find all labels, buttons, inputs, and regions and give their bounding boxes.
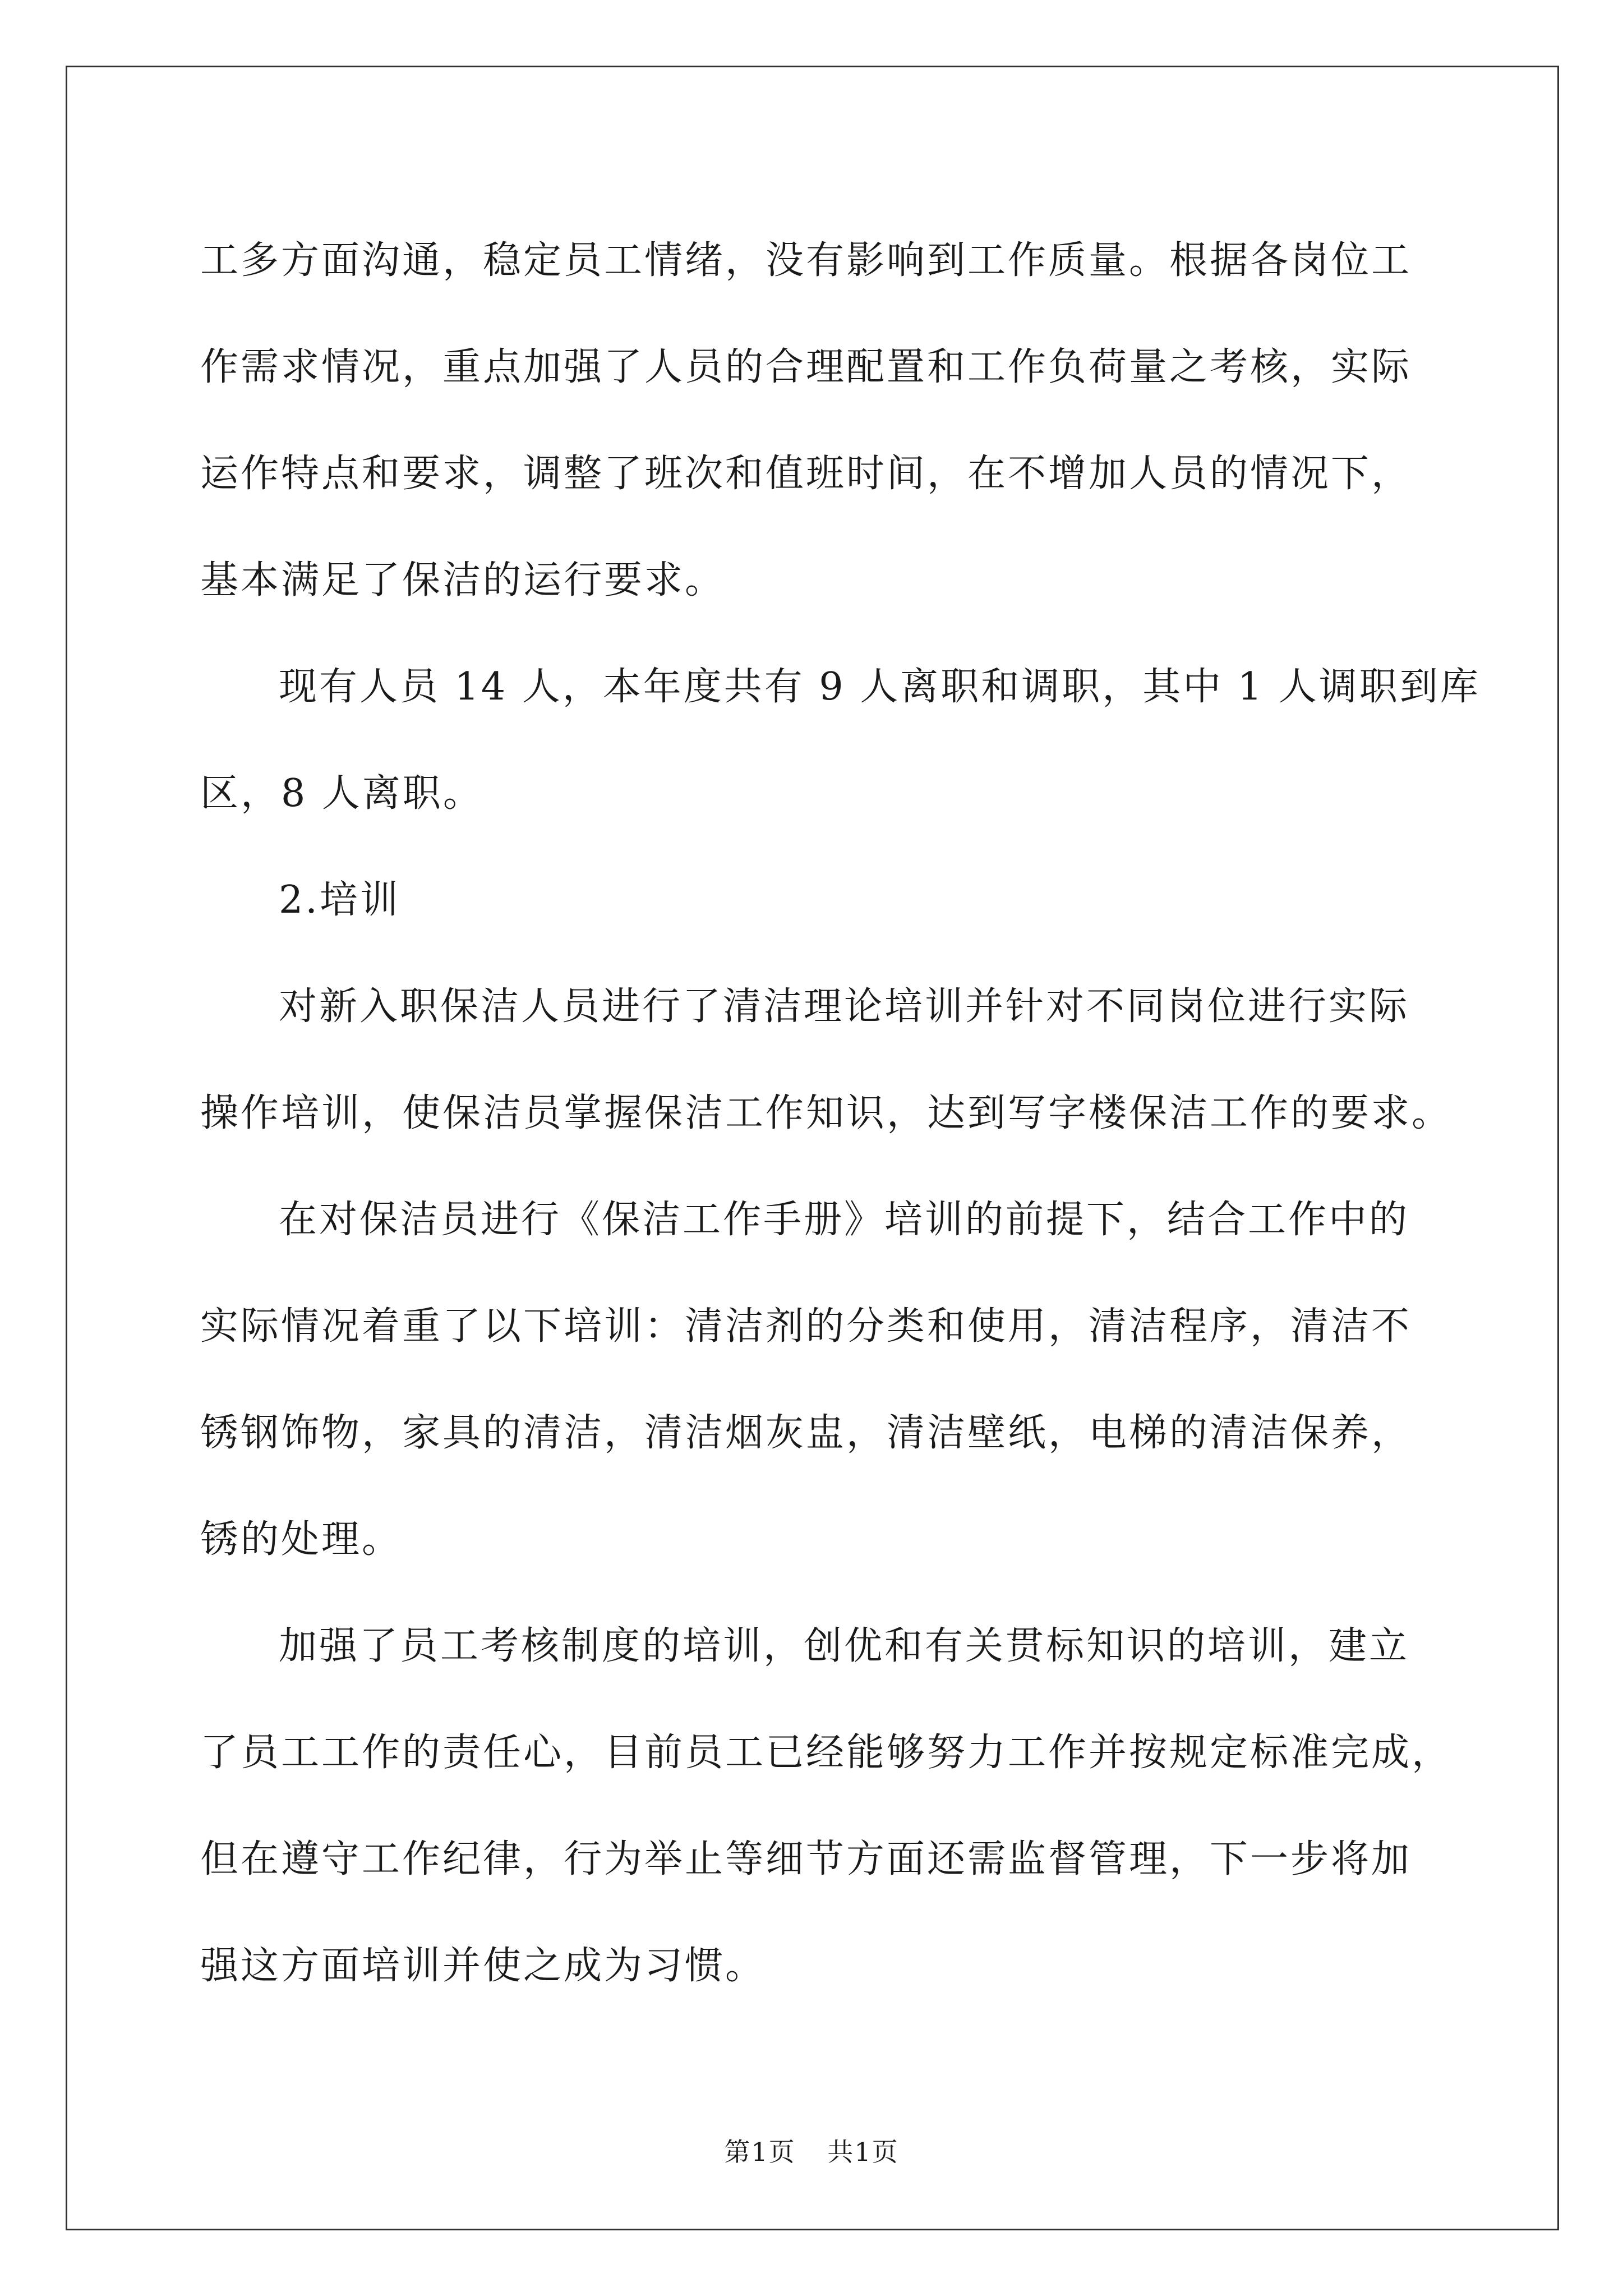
section-heading-training: 2.培训 xyxy=(279,878,400,922)
document-body xyxy=(200,208,1481,2019)
page-number-total: 共1页 xyxy=(827,2137,899,2167)
text-line-8: 对新入职保洁人员进行了清洁理论培训并针对不同岗位进行实际 xyxy=(279,984,1410,1029)
text-line-1: 工多方面沟通，稳定员工情绪，没有影响到工作质量。根据各岗位工 xyxy=(200,238,1412,283)
text-line-14: 加强了员工考核制度的培训，创优和有关贯标知识的培训，建立 xyxy=(279,1624,1410,1668)
text-line-2: 作需求情况，重点加强了人员的合理配置和工作负荷量之考核，实际 xyxy=(200,345,1412,389)
text-line-16: 但在遵守工作纪律，行为举止等细节方面还需监督管理，下一步将加 xyxy=(200,1837,1412,1881)
text-line-15: 了员工工作的责任心，目前员工已经能够努力工作并按规定标准完成， xyxy=(200,1731,1453,1775)
page-footer xyxy=(0,2132,1623,2169)
page-number-current: 第1页 xyxy=(724,2137,796,2167)
text-line-3: 运作特点和要求，调整了班次和值班时间，在不增加人员的情况下， xyxy=(200,452,1412,496)
text-line-5: 现有人员 14 人，本年度共有 9 人离职和调职，其中 1 人调职到库 xyxy=(279,665,1481,709)
text-line-13: 锈的处理。 xyxy=(200,1517,403,1562)
text-line-11: 实际情况着重了以下培训：清洁剂的分类和使用，清洁程序，清洁不 xyxy=(200,1304,1412,1349)
text-line-4: 基本满足了保洁的运行要求。 xyxy=(200,558,726,602)
text-line-12: 锈钢饰物，家具的清洁，清洁烟灰盅，清洁壁纸，电梯的清洁保养， xyxy=(200,1411,1412,1455)
text-line-10: 在对保洁员进行《保洁工作手册》培训的前提下，结合工作中的 xyxy=(279,1198,1410,1242)
text-line-9: 操作培训，使保洁员掌握保洁工作知识，达到写字楼保洁工作的要求。 xyxy=(200,1091,1453,1135)
text-line-6: 区，8 人离职。 xyxy=(200,771,483,816)
text-line-17: 强这方面培训并使之成为习惯。 xyxy=(200,1944,766,1988)
